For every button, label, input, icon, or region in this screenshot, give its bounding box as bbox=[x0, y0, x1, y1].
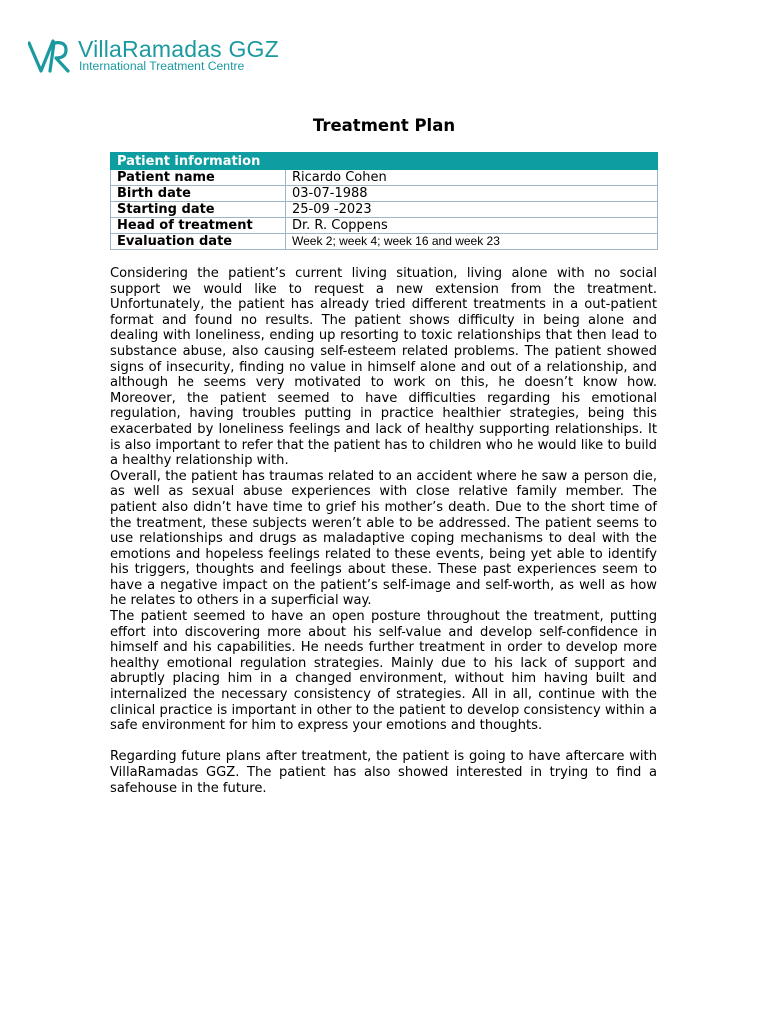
table-row bbox=[111, 202, 658, 218]
page-title: Treatment Plan bbox=[312, 116, 456, 135]
table-header: Patient information bbox=[111, 153, 658, 170]
table-row bbox=[111, 170, 658, 186]
vr-monogram-icon bbox=[28, 38, 72, 74]
paragraph-future-plans: Regarding future plans after treatment, the patient is going to have aftercare with VillaRamadas GGZ. The patient has also showed interested in trying to find a safehouse in the future. bbox=[110, 749, 657, 796]
row-label: Birth date bbox=[111, 186, 286, 202]
table-row bbox=[111, 234, 658, 250]
row-label: Head of treatment bbox=[111, 218, 286, 234]
villaramadas-logo bbox=[28, 38, 278, 78]
row-label: Evaluation date bbox=[111, 234, 286, 250]
paragraph-trauma: Overall, the patient has traumas related to an accident where he saw a person die, as well as sexual abuse experiences with close relative family member. The patient also didn’t have time to grief his mother’s death. Due to the short time of the treatment, these subjects weren’t able to be addressed. The patient seems to use relationships and drugs as maladaptive coping mechanisms to deal with the emotions and hopeless feelings related to these events, being yet able to identify his triggers, thoughts and feelings about these. These past experiences seem to have a negative impact on the patient’s self-image and self-worth, as well as how he relates to others in a superficial way. bbox=[110, 468, 657, 609]
logo-subtitle: International Treatment Centre bbox=[79, 59, 245, 73]
row-value: 03-07-1988 bbox=[286, 186, 658, 202]
row-label: Starting date bbox=[111, 202, 286, 218]
paragraph-situation: Considering the patient’s current living situation, living alone with no social support we would like to request a new extension from the treatment. Unfortunately, the patient has already tried different treatments in a out-patient format and found no results. The patient shows difficulty in being alone and dealing with loneliness, ending up resorting to toxic relationships that then lead to substance abuse, also causing self-esteem related problems. The patient showed signs of insecurity, finding no value in himself alone and out of a relationship, and although he seems very motivated to work on this, he doesn’t know how. Moreover, the patient seemed to have difficulties regarding his emotional regulation, having troubles putting in practice healthier strategies, being this exacerbated by loneliness feelings and lack of healthy supporting relationships. It is also important to refer that the patient has to children who he would like to build a healthy relationship with. bbox=[110, 266, 657, 469]
table-row bbox=[111, 186, 658, 202]
table-row bbox=[111, 218, 658, 234]
logo-name: VillaRamadas GGZ bbox=[78, 36, 279, 62]
row-value: Dr. R. Coppens bbox=[286, 218, 658, 234]
row-value: 25-09 -2023 bbox=[286, 202, 658, 218]
report-body bbox=[110, 266, 657, 796]
paragraph-progress: The patient seemed to have an open posture throughout the treatment, putting effort into discovering more about his self-value and develop self-confidence in himself and his capabilities. He needs further treatment in order to develop more healthy emotional regulation strategies. Mainly due to his lack of support and abruptly placing him in a changed environment, without him having built and internalized the necessary consistency of strategies. All in all, continue with the clinical practice is important in other to the patient to develop consistency within a safe environment for him to express your emotions and thoughts. bbox=[110, 609, 657, 734]
row-value: Week 2; week 4; week 16 and week 23 bbox=[286, 234, 658, 250]
table-header-row bbox=[111, 153, 658, 170]
patient-info-table bbox=[110, 152, 658, 250]
row-value: Ricardo Cohen bbox=[286, 170, 658, 186]
row-label: Patient name bbox=[111, 170, 286, 186]
